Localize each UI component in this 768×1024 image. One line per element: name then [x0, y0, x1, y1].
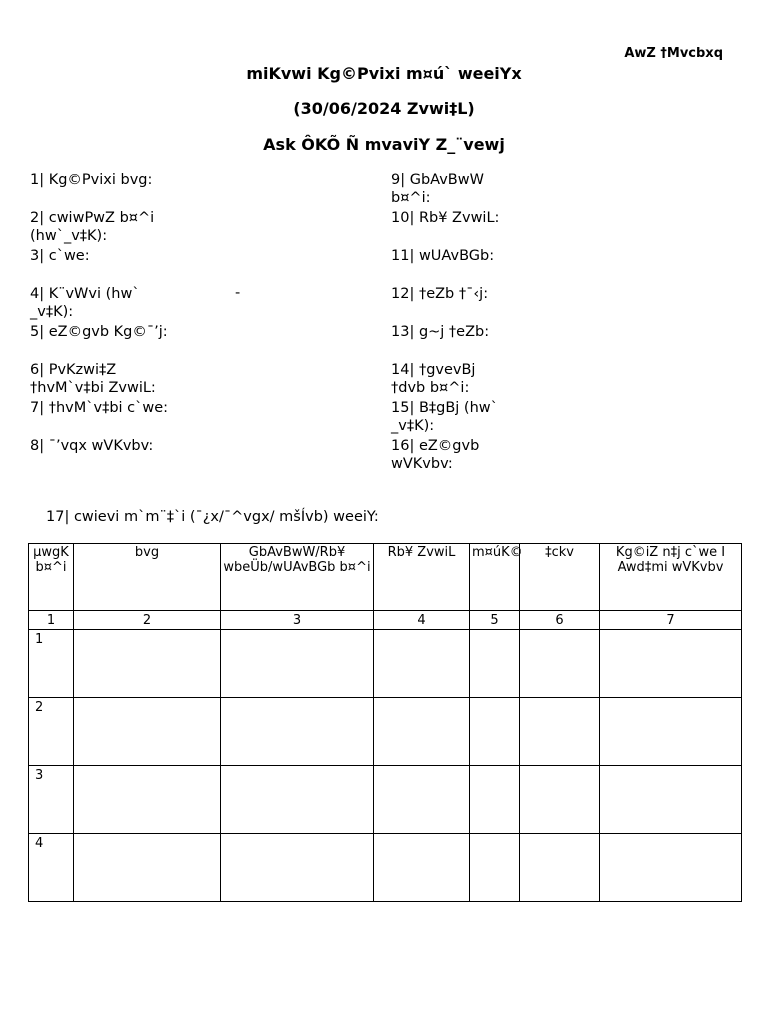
field-joining-designation: 7| †hvM`v‡bi c`we:	[30, 400, 169, 416]
table-cell[interactable]	[221, 630, 374, 698]
field-cadre: 4| K¨vWvi (hw` _v‡K):	[30, 286, 140, 320]
table-cell[interactable]	[74, 630, 221, 698]
table-cell[interactable]	[600, 766, 742, 834]
table-cell[interactable]	[520, 698, 600, 766]
column-header-office: Kg©iZ n‡j c`we I Awd‡mi wVKvbv	[600, 544, 742, 611]
field-tin: 11| wUAvBGb:	[391, 248, 495, 264]
field-pay-scale: 12| †eZb †¯‹j:	[391, 286, 489, 302]
field-current-workplace: 5| eZ©gvb Kg©¯’j:	[30, 324, 168, 340]
table-cell[interactable]	[470, 630, 520, 698]
table-cell[interactable]	[74, 698, 221, 766]
table-cell[interactable]	[374, 834, 470, 902]
table-cell[interactable]	[470, 834, 520, 902]
table-cell[interactable]	[221, 834, 374, 902]
field-birth-date: 10| Rb¥ ZvwiL:	[391, 210, 500, 226]
field-current-address: 16| eZ©gvb wVKvbv:	[391, 438, 480, 472]
column-header-birth-date: Rb¥ ZvwiL	[374, 544, 470, 611]
table-row	[29, 834, 742, 902]
table-cell[interactable]	[600, 834, 742, 902]
row-serial: 3	[29, 766, 74, 834]
family-members-table	[28, 543, 742, 902]
field-mobile-number: 14| †gvevBj †dvb b¤^i:	[391, 362, 476, 396]
table-cell[interactable]	[374, 766, 470, 834]
table-cell[interactable]	[221, 698, 374, 766]
field-joining-date: 6| PvKzwi‡Z †hvM`v‡bi ZvwiL:	[30, 362, 156, 396]
table-cell[interactable]	[74, 766, 221, 834]
table-cell[interactable]	[470, 698, 520, 766]
family-section-heading: 17| cwievi m`m¨‡`i (¯¿x/¯^vgx/ mšÍvb) weeiY:	[46, 509, 379, 525]
field-email: 15| B‡gBj (hw` _v‡K):	[391, 400, 498, 434]
document-date: (30/06/2024 Zvwi‡L)	[293, 99, 475, 118]
field-designation: 3| c`we:	[30, 248, 90, 264]
confidential-label: AwZ †Mvcbxq	[624, 46, 723, 61]
row-serial: 4	[29, 834, 74, 902]
table-header-row	[29, 544, 742, 611]
section-subtitle: Ask ÔKÕ Ñ mvaviY Z_¨vewj	[263, 135, 505, 154]
column-number: 6	[520, 611, 600, 630]
column-header-serial: µwgK b¤^i	[29, 544, 74, 611]
table-cell[interactable]	[374, 698, 470, 766]
column-number: 3	[221, 611, 374, 630]
column-header-occupation: ‡ckv	[520, 544, 600, 611]
column-header-relation: m¤úK©	[470, 544, 520, 611]
field-employee-name: 1| Kg©Pvixi bvg:	[30, 172, 153, 188]
table-cell[interactable]	[374, 630, 470, 698]
table-cell[interactable]	[221, 766, 374, 834]
table-row	[29, 630, 742, 698]
field-nid-number: 9| GbAvBwW b¤^i:	[391, 172, 484, 206]
table-cell[interactable]	[520, 630, 600, 698]
row-serial: 2	[29, 698, 74, 766]
column-number: 4	[374, 611, 470, 630]
column-number: 1	[29, 611, 74, 630]
column-number: 7	[600, 611, 742, 630]
dash-mark: -	[235, 285, 241, 301]
table-cell[interactable]	[520, 766, 600, 834]
field-id-number: 2| cwiwPwZ b¤^i (hw`_v‡K):	[30, 210, 155, 244]
document-title: miKvwi Kg©Pvixi m¤ú` weeiYx	[246, 64, 522, 83]
table-cell[interactable]	[520, 834, 600, 902]
column-header-name: bvg	[74, 544, 221, 611]
table-cell[interactable]	[600, 698, 742, 766]
table-row	[29, 698, 742, 766]
column-number: 5	[470, 611, 520, 630]
table-cell[interactable]	[470, 766, 520, 834]
column-number-row	[29, 611, 742, 630]
field-permanent-address: 8| ¯’vqx wVKvbv:	[30, 438, 154, 454]
table-row	[29, 766, 742, 834]
field-basic-pay: 13| g~j †eZb:	[391, 324, 490, 340]
row-serial: 1	[29, 630, 74, 698]
table-cell[interactable]	[600, 630, 742, 698]
column-number: 2	[74, 611, 221, 630]
column-header-id: GbAvBwW/Rb¥ wbeÜb/wUAvBGb b¤^i	[221, 544, 374, 611]
table-cell[interactable]	[74, 834, 221, 902]
